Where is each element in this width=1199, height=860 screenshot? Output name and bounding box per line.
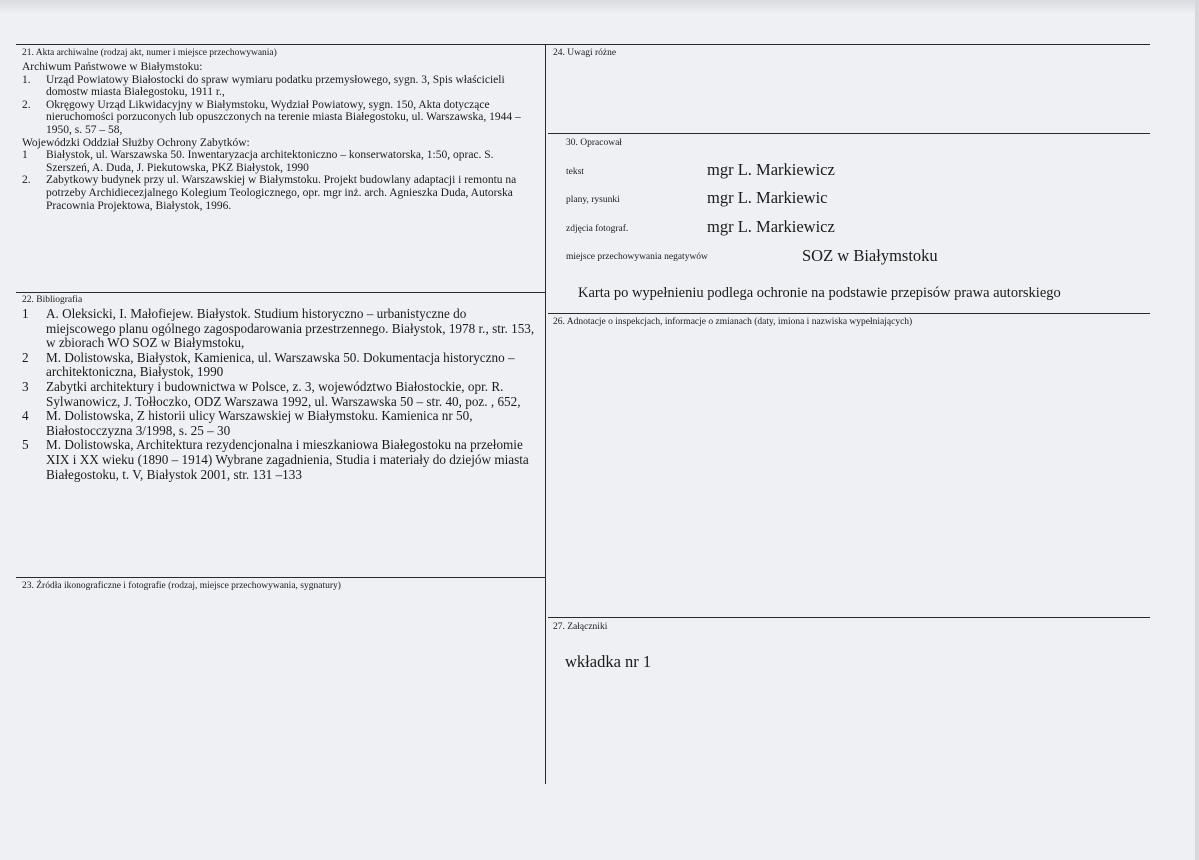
office-item: 2. Zabytkowy budynek przy ul. Warszawskiej w Białymstoku. Projekt budowlany adaptacji i remontu na potrzeby Archidiecezjalnego Kolegium Teologicznego, opr. mgr inż. arch. Agnieszka Duda, Autorska Pracownia Projektowa, Białystok, 1996. [22,174,517,212]
author-label-photos: zdjęcia fotograf. [566,224,629,234]
top-rule [16,44,1150,45]
section-23-header: 23. Źródła ikonograficzne i fotografie (rodzaj, miejsce przechowywania, sygnatury) [22,581,341,591]
scan-right-edge [1195,0,1199,860]
archive-item: 2. Okręgowy Urząd Likwidacyjny w Białymstoku, Wydział Powiatowy, sygn. 150, Akta dotyczące nieruchomości porzuconych lub opuszczonych na terenie miasta Białegostoku, ul. Warszawska, 1944 – 1950, s. 57 – 58, [22,98,521,136]
office-title: Wojewódzki Oddział Służby Ochrony Zabytków: [22,136,250,149]
author-label-plans: plany, rysunki [566,195,620,205]
rule-24-30 [548,133,1150,134]
author-value-plans: mgr L. Markiewic [707,188,828,207]
archive-title: Archiwum Państwowe w Białymstoku: [22,61,203,73]
copyright-note: Karta po wypełnieniu podlega ochronie na podstawie przepisów prawa autorskiego [578,285,1061,301]
bibliography-list [22,307,538,482]
section-24-header: 24. Uwagi różne [553,48,617,58]
rule-26-27 [548,617,1150,618]
author-value-text: mgr L. Markiewicz [707,160,835,179]
author-value-photos: mgr L. Markiewicz [707,217,835,236]
archive-item: 1. Urząd Powiatowy Białostocki do spraw wymiaru podatku przemysłowego, sygn. 3, Spis właścicieli domostw miasta Białegostoku, 1911 r., [22,73,505,99]
negatives-label: miejsce przechowywania negatywów [566,252,708,262]
bibliography-item: 3 Zabytki architektury i budownictwa w Polsce, z. 3, województwo Białostockie, opr. R. Sylwanowicz, J. Tołłoczko, ODZ Warszawa 1992, ul. Warszawska 50 – str. 40, poz. , 652, [22,378,521,409]
negatives-value: SOZ w Białymstoku [802,246,938,265]
center-divider [545,44,546,784]
rule-22-23 [16,577,545,578]
section-21-body [22,61,537,212]
rule-30-26 [548,313,1150,314]
bibliography-item: 5 M. Dolistowska, Architektura rezydencjonalna i mieszkaniowa Białegostoku na przełomie XIX i XX wieku (1890 – 1914) Wybrane zagadnienia, Studia i materiały do dziejów miasta Białegostoku, t. V, Białystok 2001, str. 131 –133 [22,437,529,482]
bibliography-item: 4 M. Dolistowska, Z historii ulicy Warszawskiej w Białymstoku. Kamienica nr 50, Białostocczyzna 3/1998, s. 25 – 30 [22,408,473,438]
rule-21-22 [16,292,545,293]
section-26-header: 26. Adnotacje o inspekcjach, informacje o zmianach (daty, imiona i nazwiska wypełniających) [553,317,913,327]
attachment-value: wkładka nr 1 [565,652,652,671]
section-27-header: 27. Załączniki [553,622,608,632]
section-30-header: 30. Opracował [566,138,622,148]
bibliography-item: 1 A. Oleksicki, I. Małofiejew. Białystok. Studium historyczno – urbanistyczne do miejscowego planu ogólnego zagospodarowania przestrzennego. Białystok, 1978 r., str. 153, w zbiorach WO SOZ w Białymstoku, [22,306,535,351]
section-21-header: 21. Akta archiwalne (rodzaj akt, numer i miejsce przechowywania) [22,48,277,58]
section-22-header: 22. Bibliografia [22,295,83,305]
office-item: 1 Białystok, ul. Warszawska 50. Inwentaryzacja architektoniczno – konserwatorska, 1:50, oprac. S. Szerszeń, A. Duda, J. Piekutowska, PKZ Białystok, 1990 [22,149,494,174]
scan-top-band [0,0,1199,14]
author-label-text: tekst [566,167,584,177]
bibliography-item: 2 M. Dolistowska, Białystok, Kamienica, ul. Warszawska 50. Dokumentacja historyczno – architektoniczna, Białystok, 1990 [22,349,515,380]
